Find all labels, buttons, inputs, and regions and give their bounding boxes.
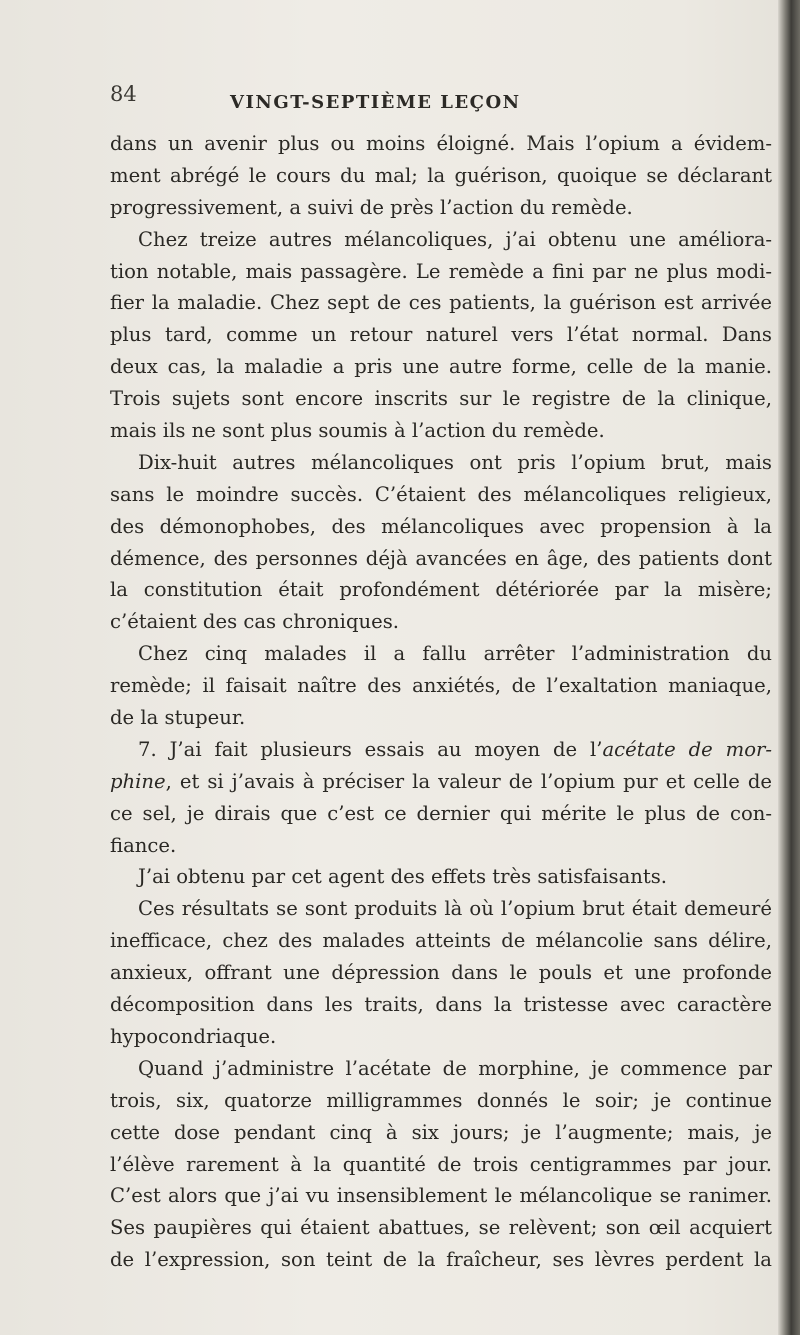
text-line: trois, six, quatorze milligrammes donnés le soir; je continue <box>110 1088 772 1112</box>
text-line: Ses paupières qui étaient abattues, se relèvent; son œil acquiert <box>110 1216 772 1240</box>
text-line: phine, et si j’avais à préciser la valeur de l’opium pur et celle de <box>110 769 772 793</box>
text-line: dans un avenir plus ou moins éloigné. Mais l’opium a évidem- <box>110 132 772 155</box>
text-line: hypocondriaque. <box>110 1024 277 1048</box>
body-text <box>110 128 772 1276</box>
text-line: Ces résultats se sont produits là où l’opium brut était demeuré <box>138 897 772 921</box>
binding-edge <box>778 0 800 1335</box>
text-line: fier la maladie. Chez sept de ces patients, la guérison est arrivée <box>110 291 772 315</box>
text-line: de l’expression, son teint de la fraîcheur, ses lèvres perdent la <box>110 1248 772 1272</box>
text-line: tion notable, mais passagère. Le remède a fini par ne plus modi- <box>110 259 772 283</box>
text-line: Trois sujets sont encore inscrits sur le registre de la clinique, <box>110 387 772 411</box>
text-line: plus tard, comme un retour naturel vers l’état normal. Dans <box>110 323 772 347</box>
text-line: l’élève rarement à la quantité de trois centigrammes par jour. <box>110 1152 772 1176</box>
text-line: C’est alors que j’ai vu insensiblement le mélancolique se ranimer. <box>110 1184 772 1208</box>
text-line: de la stupeur. <box>110 706 246 730</box>
text-line: décomposition dans les traits, dans la tristesse avec caractère <box>110 993 772 1017</box>
text-line: Chez treize autres mélancoliques, j’ai obtenu une améliora- <box>138 227 772 251</box>
text-line: anxieux, offrant une dépression dans le pouls et une profonde <box>110 961 772 985</box>
text-line: remède; il faisait naître des anxiétés, de l’exaltation maniaque, <box>110 674 772 698</box>
text-line: mais ils ne sont plus soumis à l’action du remède. <box>110 419 605 443</box>
text-line: c’étaient des cas chroniques. <box>110 610 399 634</box>
text-line: la constitution était profondément détériorée par la misère; <box>110 578 772 602</box>
text-line: ment abrégé le cours du mal; la guérison, quoique se déclarant <box>110 163 772 187</box>
text-line: des démonophobes, des mélancoliques avec propension à la <box>110 514 772 538</box>
text-line: 7. J’ai fait plusieurs essais au moyen de l’acétate de mor- <box>138 737 772 761</box>
text-line: démence, des personnes déjà avancées en âge, des patients dont <box>110 546 772 570</box>
page-number: 84 <box>110 82 137 106</box>
text-line: Dix-huit autres mélancoliques ont pris l’opium brut, mais <box>138 450 772 474</box>
text-line: Quand j’administre l’acétate de morphine, je commence par <box>138 1056 772 1080</box>
text-line: deux cas, la maladie a pris une autre forme, celle de la manie. <box>110 355 772 379</box>
text-line: sans le moindre succès. C’étaient des mélancoliques religieux, <box>110 482 772 506</box>
text-line: progressivement, a suivi de près l’action du remède. <box>110 195 633 219</box>
text-line: inefficace, chez des malades atteints de mélancolie sans délire, <box>110 929 772 953</box>
text-line: ce sel, je dirais que c’est ce dernier qui mérite le plus de con- <box>110 801 772 825</box>
text-line: J’ai obtenu par cet agent des effets très satisfaisants. <box>138 865 668 889</box>
text-line: Chez cinq malades il a fallu arrêter l’administration du <box>138 642 772 666</box>
text-line: cette dose pendant cinq à six jours; je l’augmente; mais, je <box>110 1120 772 1144</box>
text-line: fiance. <box>110 833 177 857</box>
running-head: VINGT-SEPTIÈME LEÇON <box>230 92 521 113</box>
